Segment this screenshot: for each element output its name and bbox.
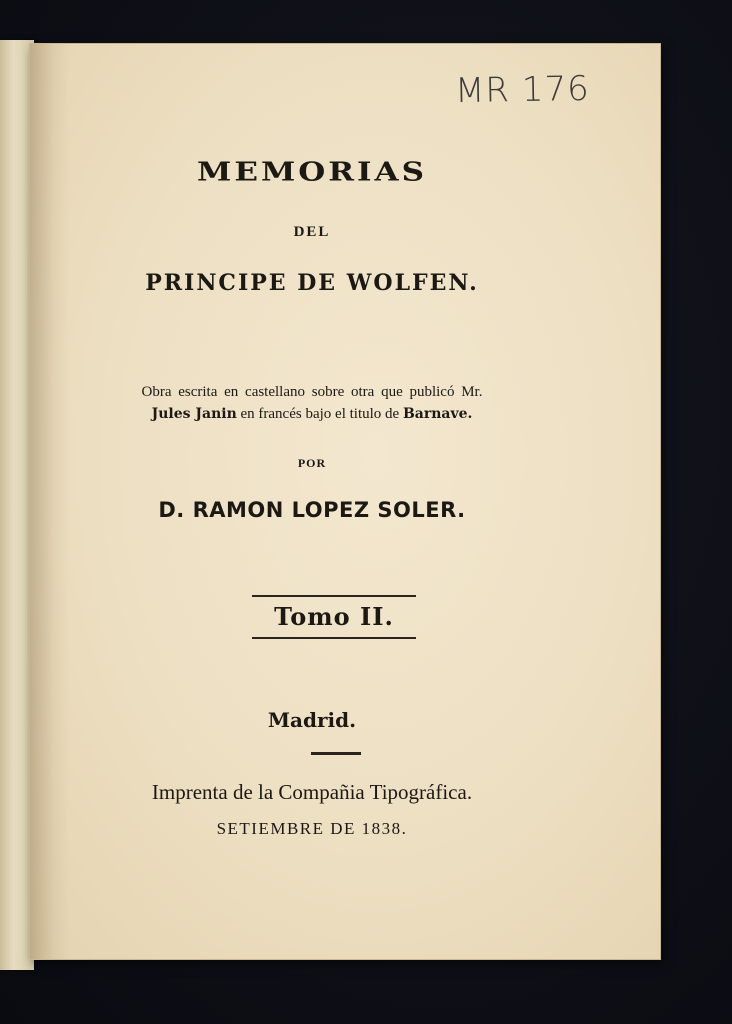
original-work: Barnave. — [402, 406, 473, 422]
original-author: Jules Janin — [151, 406, 237, 422]
publication-date: SETIEMBRE DE 1838. — [216, 819, 408, 838]
book-subtitle: PRINCIPE DE WOLFEN. — [145, 270, 479, 296]
author-name: D. RAMON LOPEZ SOLER. — [158, 498, 466, 522]
handwritten-shelfmark: MR 176 — [454, 68, 591, 112]
description-line-1: Obra escrita en castellano sobre otra que publicó Mr. — [141, 384, 483, 400]
book-title: MEMORIAS — [197, 156, 427, 188]
description-line-2 — [0, 406, 627, 423]
publication-city: Madrid. — [267, 708, 357, 732]
title-page — [30, 44, 660, 959]
title-connector: DEL — [293, 224, 331, 240]
divider-rule — [311, 752, 361, 755]
volume-box — [252, 595, 416, 639]
by-label: POR — [297, 456, 327, 470]
printer-name: Imprenta de la Compañia Tipográfica. — [151, 780, 473, 804]
description-middle: en francés bajo el titulo de — [236, 406, 403, 422]
volume-label: Tomo II. — [274, 602, 394, 631]
